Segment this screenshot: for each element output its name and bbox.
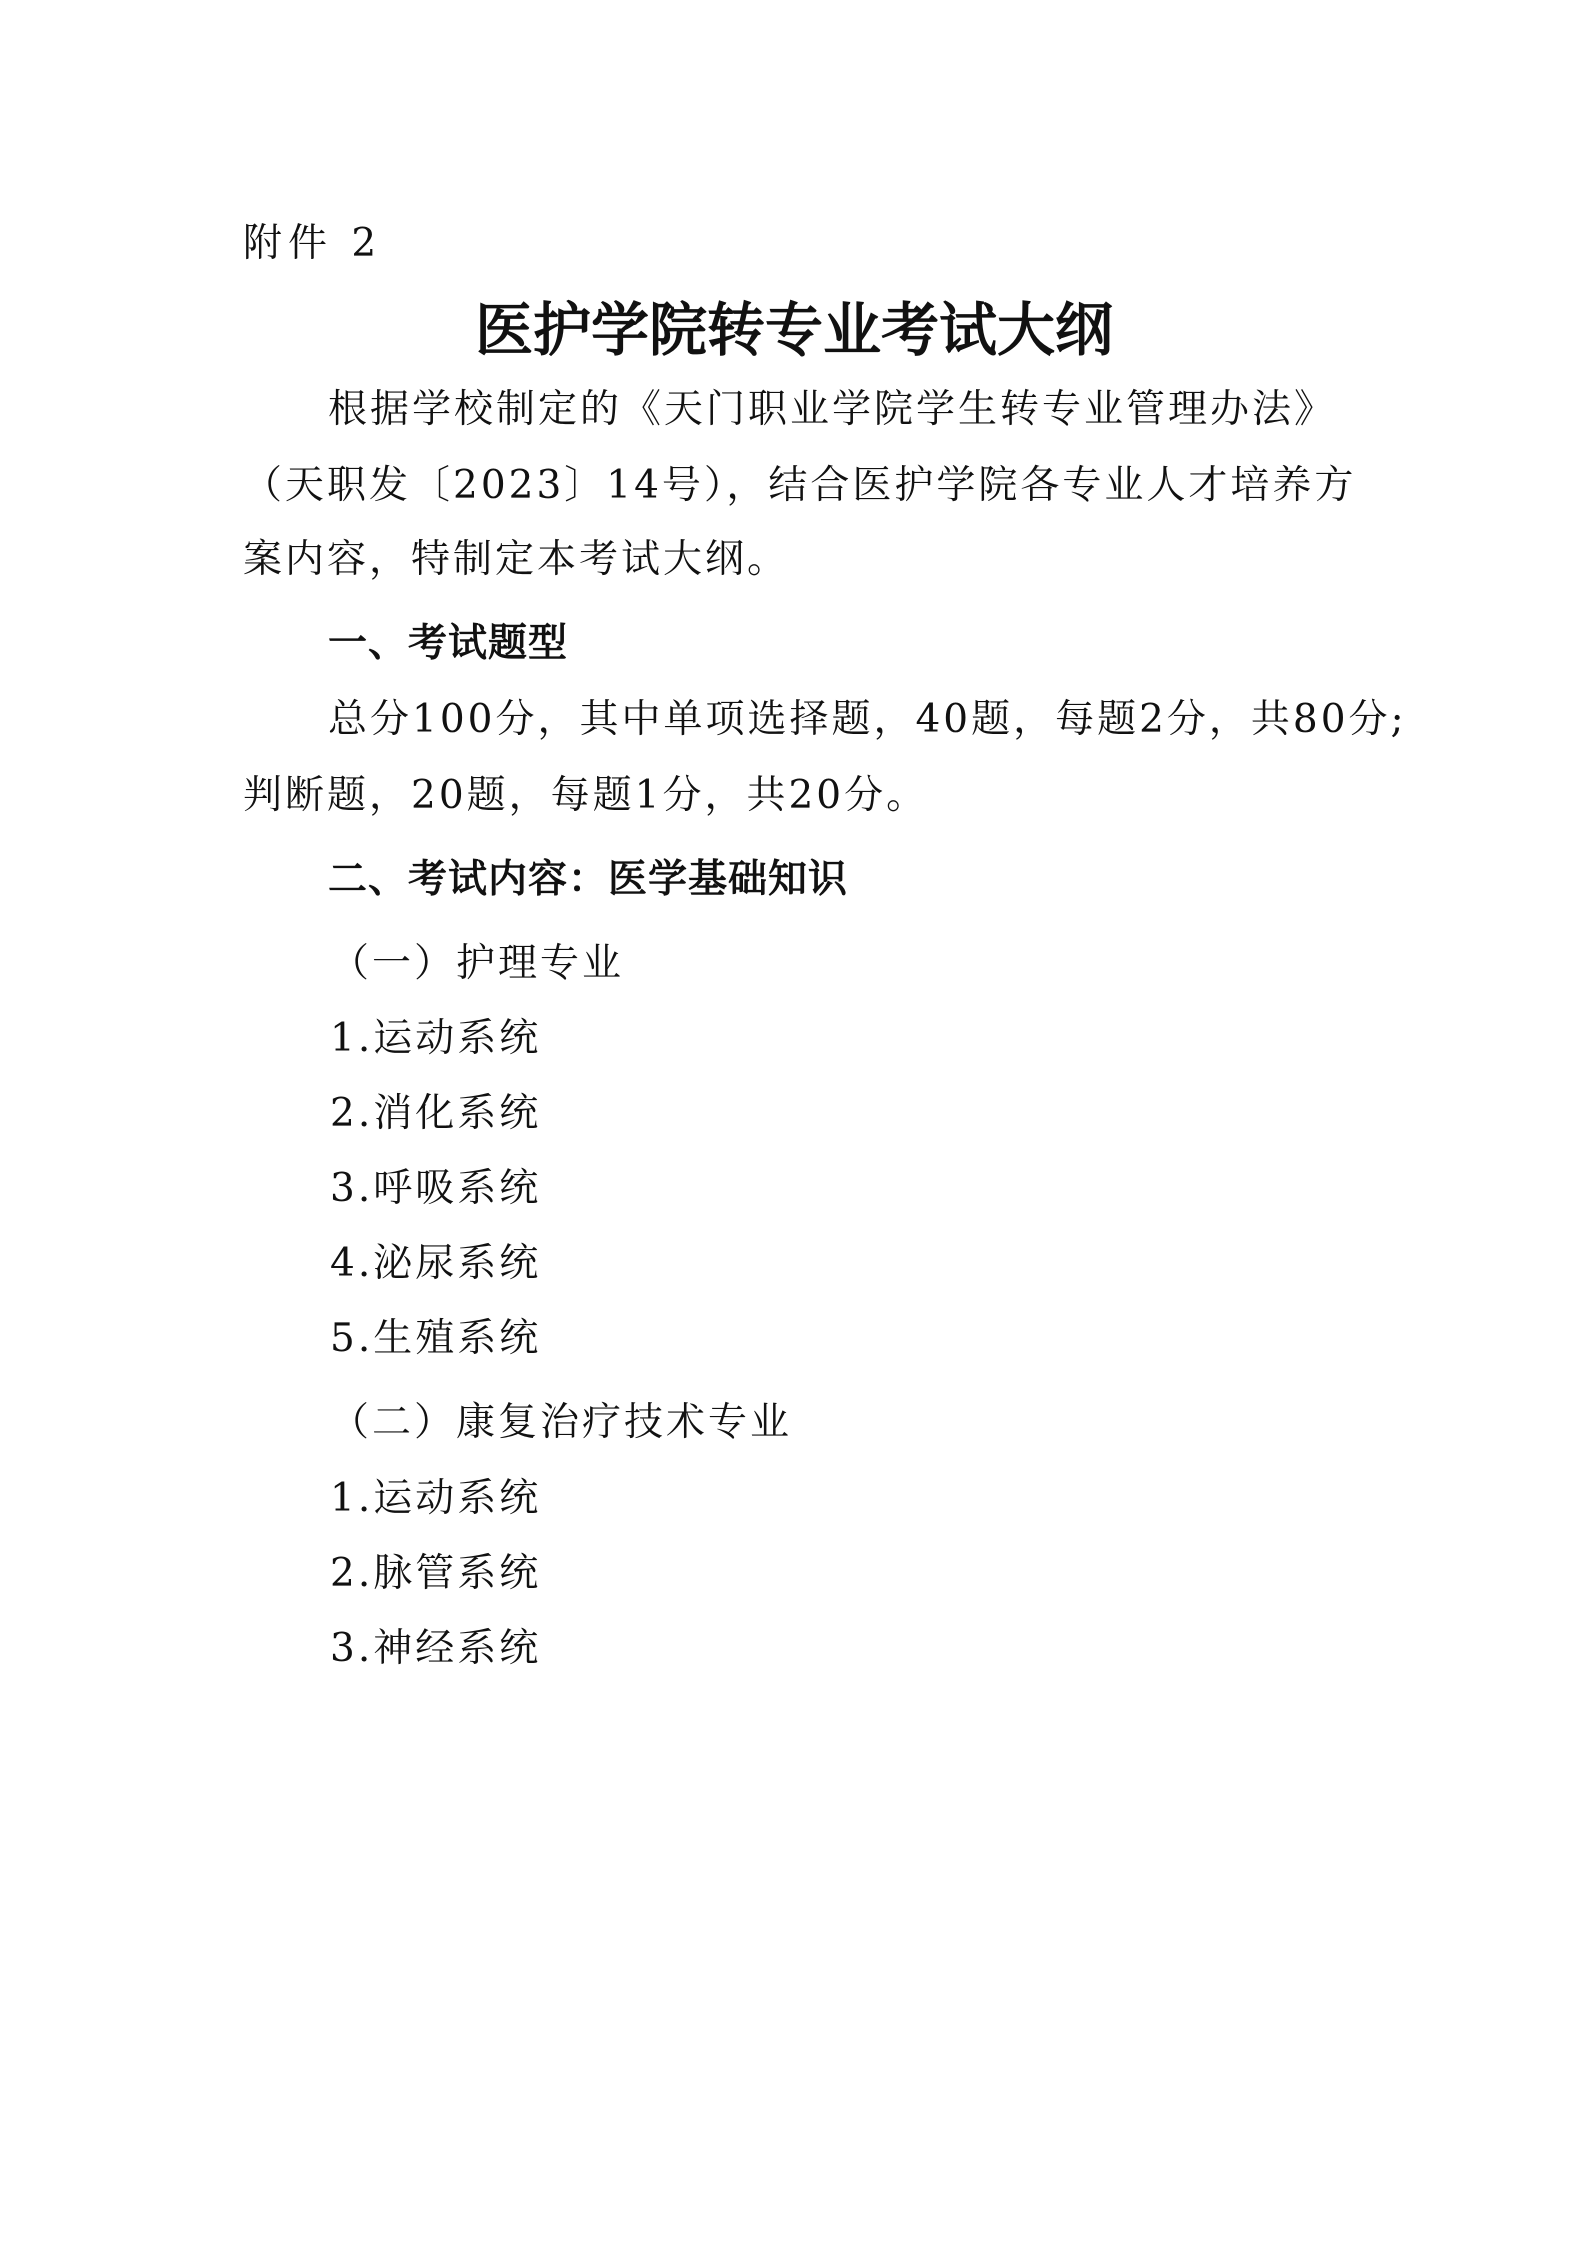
intro-line-2: （天职发〔2023〕14号），结合医护学院各专业人才培养方 [243,463,1357,508]
intro-line-3: 案内容，特制定本考试大纲。 [243,537,790,582]
list-item: 4.泌尿系统 [330,1241,542,1286]
document-title: 医护学院转专业考试大纲 [474,296,1113,364]
section-1-line-1: 总分100分，其中单项选择题，40题，每题2分，共80分; [328,697,1407,742]
list-item: 1.运动系统 [330,1016,542,1061]
list-item: 3.神经系统 [330,1626,542,1671]
section-1-heading: 一、考试题型 [328,621,569,666]
list-item: 5.生殖系统 [330,1316,542,1361]
list-item: 3.呼吸系统 [330,1166,542,1211]
list-item: 2.脉管系统 [330,1551,542,1596]
intro-line-1: 根据学校制定的《天门职业学院学生转专业管理办法》 [328,387,1337,432]
section-2-heading: 二、考试内容：医学基础知识 [328,857,849,902]
list-item: 2.消化系统 [330,1091,542,1136]
list-item: 1.运动系统 [330,1476,542,1521]
section-1-line-2: 判断题，20题，每题1分，共20分。 [243,773,929,818]
attachment-label: 附件 2 [243,221,383,266]
subsection-rehab-heading: （二）康复治疗技术专业 [330,1400,793,1445]
subsection-nursing-heading: （一）护理专业 [330,941,625,986]
